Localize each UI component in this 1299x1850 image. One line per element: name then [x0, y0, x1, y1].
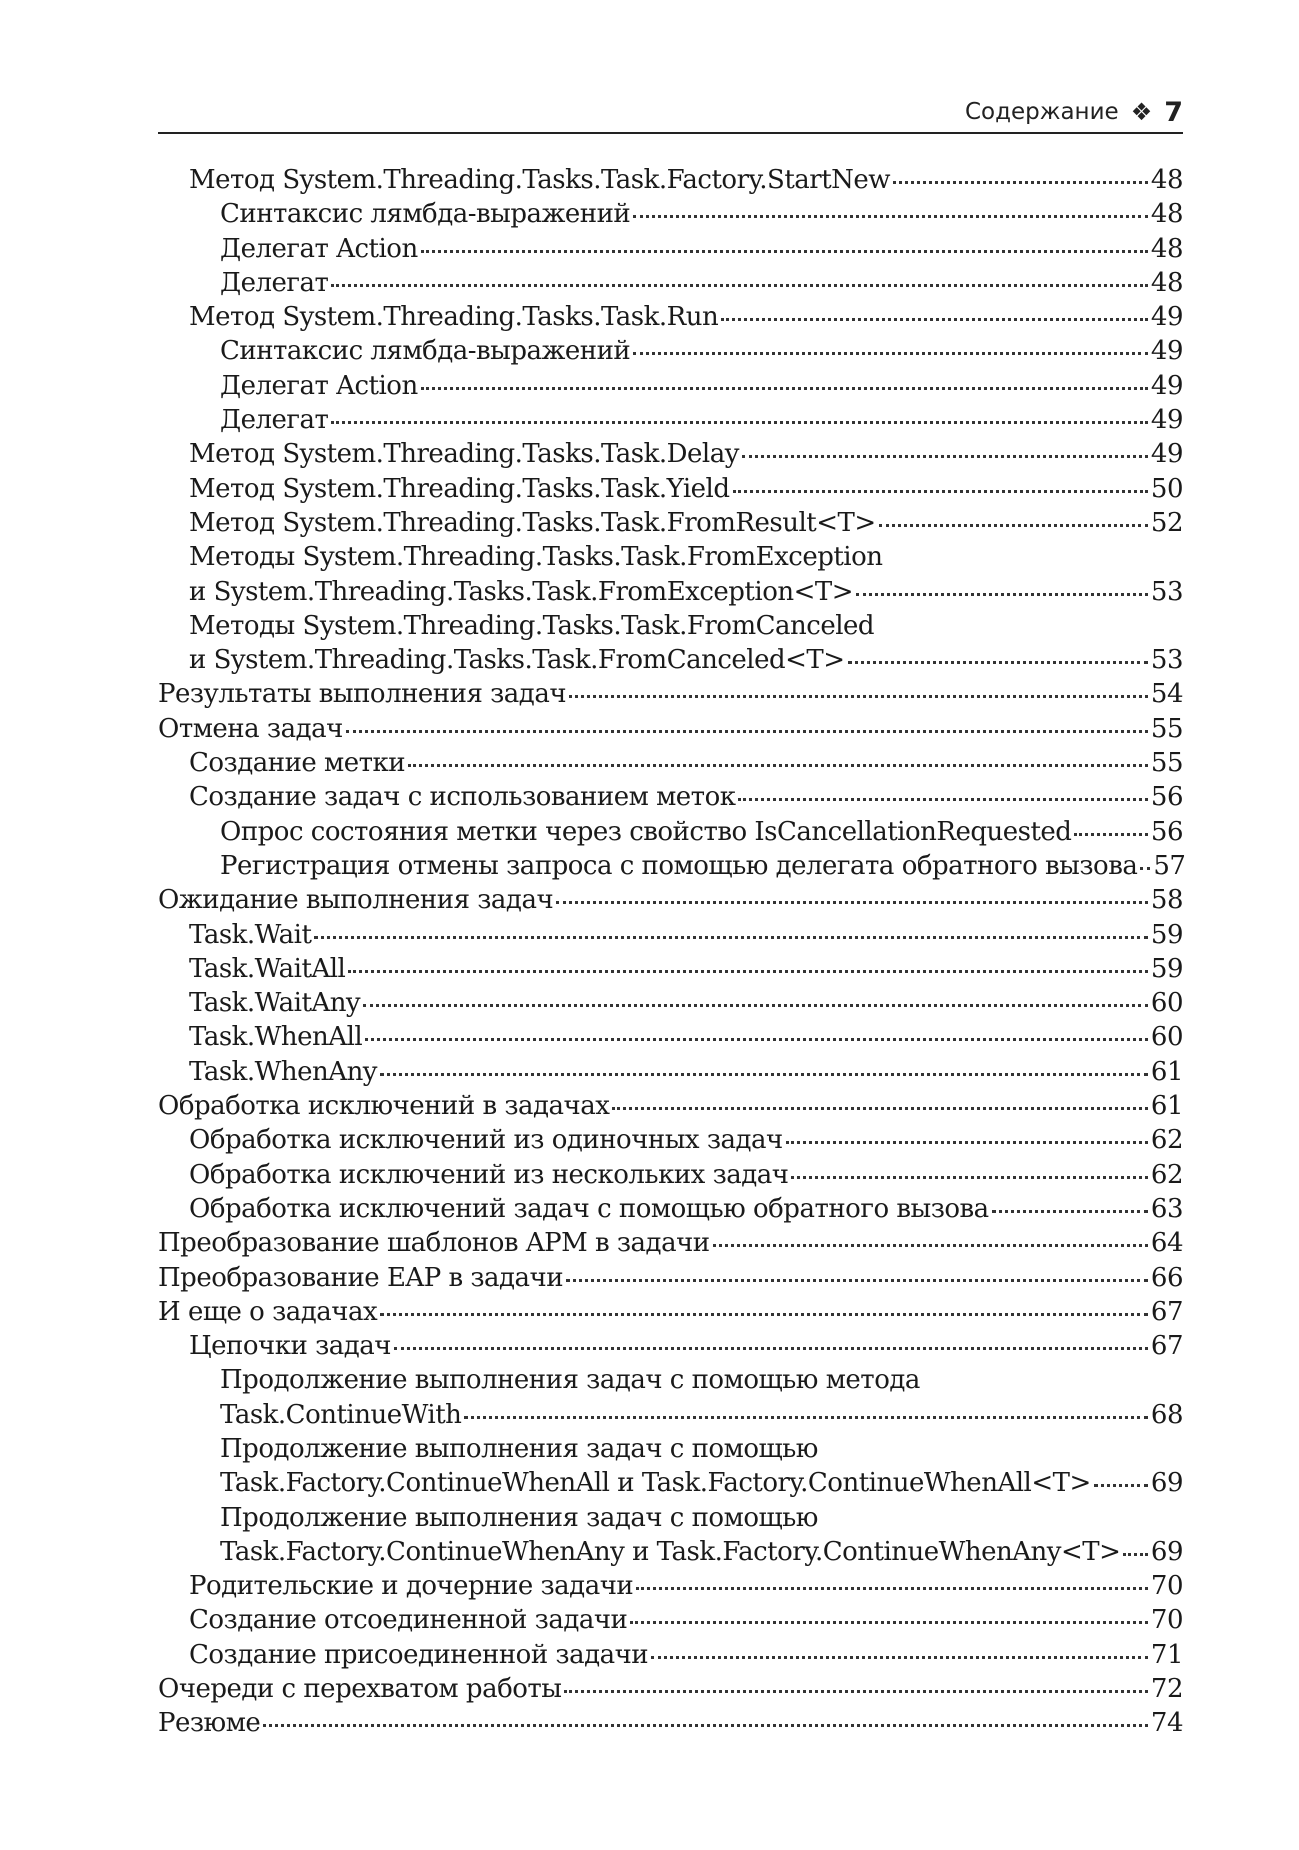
dot-leader	[733, 490, 1148, 493]
toc-entry[interactable]	[158, 1329, 1183, 1363]
toc-entry-page: 57	[1153, 850, 1186, 881]
dot-leader	[1074, 833, 1147, 836]
dot-leader	[464, 1416, 1148, 1419]
toc-entry[interactable]	[158, 643, 1183, 677]
toc-entry-title: И еще о задачах	[158, 1296, 378, 1327]
toc-entry-title: Родительские и дочерние задачи	[189, 1571, 634, 1602]
toc-entry[interactable]	[158, 437, 1183, 471]
toc-entry[interactable]	[158, 1535, 1183, 1569]
toc-entry[interactable]	[158, 883, 1183, 917]
toc-entry-page: 72	[1150, 1674, 1183, 1705]
toc-entry-page: 70	[1150, 1571, 1183, 1602]
toc-entry[interactable]	[158, 1123, 1183, 1157]
toc-entry[interactable]	[158, 1638, 1183, 1672]
dot-leader	[633, 215, 1148, 218]
toc-entry-page: 69	[1150, 1468, 1183, 1499]
toc-entry-page: 60	[1150, 1022, 1183, 1053]
toc-entry[interactable]	[158, 1706, 1183, 1740]
toc-entry-page: 67	[1150, 1331, 1183, 1362]
dot-leader	[848, 661, 1148, 664]
toc-entry-page: 74	[1150, 1708, 1183, 1739]
toc-entry-page: 54	[1150, 679, 1183, 710]
toc-entry[interactable]	[158, 1466, 1183, 1500]
dot-leader	[394, 1347, 1148, 1350]
toc-entry[interactable]	[158, 266, 1183, 300]
toc-entry-title: Task.Wait	[189, 919, 312, 950]
dot-leader	[636, 1587, 1148, 1590]
dot-leader	[721, 318, 1148, 321]
toc-entry-page: 48	[1150, 165, 1183, 195]
toc-entry-title: Создание отсоединенной задачи	[189, 1605, 628, 1636]
toc-entry[interactable]	[158, 1295, 1183, 1329]
toc-entry-page: 60	[1150, 988, 1183, 1019]
toc-entry-title: Task.Factory.ContinueWhenAny и Task.Factory.ContinueWhenAny<T>	[220, 1536, 1121, 1567]
toc-entry-title: Обработка исключений из нескольких задач	[189, 1159, 789, 1190]
toc-entry[interactable]	[158, 986, 1183, 1020]
toc-entry-page: 70	[1150, 1605, 1183, 1636]
toc-entry[interactable]	[158, 369, 1183, 403]
toc-entry-title: Создание присоединенной задачи	[189, 1639, 649, 1670]
toc-entry[interactable]	[158, 918, 1183, 952]
toc-entry[interactable]	[158, 1569, 1183, 1603]
toc-entry-page: 67	[1150, 1296, 1183, 1327]
toc-entry-title: Task.WaitAll	[189, 953, 346, 984]
toc-entry[interactable]	[158, 712, 1183, 746]
toc-entry-page: 56	[1150, 816, 1183, 847]
toc-entry-page: 61	[1150, 1056, 1183, 1087]
toc-entry-page: 68	[1150, 1399, 1183, 1430]
toc-entry[interactable]	[158, 575, 1183, 609]
dot-leader	[893, 181, 1148, 184]
dot-leader	[1094, 1484, 1148, 1487]
toc-entry-title: Создание задач с использованием меток	[189, 782, 736, 813]
toc-entry[interactable]	[158, 1226, 1183, 1260]
toc-entry-page: 71	[1150, 1639, 1183, 1670]
toc-entry-page: 53	[1150, 576, 1183, 607]
toc-entry-page: 59	[1150, 919, 1183, 950]
dot-leader	[346, 730, 1148, 733]
toc-entry-title: Регистрация отмены запроса с помощью делегата обратного вызова	[220, 850, 1138, 881]
toc-entry[interactable]	[158, 1432, 1183, 1466]
toc-entry[interactable]	[158, 780, 1183, 814]
toc-entry-title: Метод System.Threading.Tasks.Task.Delay	[189, 439, 739, 470]
toc-entry-page: 69	[1150, 1536, 1183, 1567]
toc-entry[interactable]	[158, 746, 1183, 780]
toc-entry[interactable]	[158, 472, 1183, 506]
toc-entry[interactable]	[158, 506, 1183, 540]
dot-leader	[380, 1073, 1148, 1076]
dot-leader	[421, 250, 1148, 253]
toc-entry[interactable]	[158, 1158, 1183, 1192]
toc-entry-page: 48	[1150, 267, 1183, 298]
toc-entry-title: Метод System.Threading.Tasks.Task.Factory.StartNew	[189, 165, 891, 195]
toc-entry[interactable]	[158, 1672, 1183, 1706]
toc-entry-title: Продолжение выполнения задач с помощью	[220, 1502, 818, 1533]
running-head-title: Содержание	[964, 99, 1119, 125]
toc-entry-page: 49	[1150, 336, 1183, 367]
toc-entry[interactable]	[158, 1501, 1183, 1535]
dot-leader	[365, 1038, 1148, 1041]
toc-entry-title: Резюме	[158, 1708, 261, 1739]
toc-entry[interactable]	[158, 163, 1183, 197]
toc-entry-title: Task.WhenAll	[189, 1022, 363, 1053]
toc-entry-title: Синтаксис лямбда-выражений	[220, 199, 631, 230]
dot-leader	[331, 421, 1147, 424]
page-header	[158, 92, 1183, 134]
toc-entry-page: 49	[1150, 370, 1183, 401]
dot-leader	[331, 284, 1147, 287]
toc-entry-page: 66	[1150, 1262, 1183, 1293]
dot-leader	[1140, 867, 1150, 870]
dot-leader	[314, 936, 1147, 939]
dot-leader	[630, 1621, 1148, 1624]
toc-entry-title: Task.ContinueWith	[220, 1399, 462, 1430]
toc-entry-page: 52	[1150, 507, 1183, 538]
toc-entry[interactable]	[158, 334, 1183, 368]
dot-leader	[380, 1313, 1148, 1316]
toc-entry-title: Создание метки	[189, 748, 406, 779]
toc-entry-title: Ожидание выполнения задач	[158, 885, 554, 916]
dot-leader	[556, 901, 1148, 904]
ornament-icon: ❖	[1130, 98, 1153, 126]
dot-leader	[348, 970, 1148, 973]
toc-entry-title: Делегат	[220, 267, 329, 298]
toc-entry-title: Отмена задач	[158, 713, 343, 744]
dot-leader	[633, 352, 1148, 355]
toc-entry[interactable]	[158, 1398, 1183, 1432]
dot-leader	[742, 455, 1148, 458]
toc-entry-title: Делегат Action	[220, 370, 418, 401]
toc-entry-title: и System.Threading.Tasks.Task.FromCanceled<T>	[189, 645, 845, 676]
toc-entry[interactable]	[158, 849, 1186, 883]
toc-entry-title: Обработка исключений из одиночных задач	[189, 1125, 783, 1156]
dot-leader	[1123, 1553, 1148, 1556]
toc-entry-title: Task.WhenAny	[189, 1056, 377, 1087]
toc-entry[interactable]	[158, 1055, 1183, 1089]
dot-leader	[263, 1724, 1148, 1727]
dot-leader	[408, 764, 1148, 767]
page-number: 7	[1164, 96, 1183, 128]
toc-entry-title: Метод System.Threading.Tasks.Task.Yield	[189, 473, 730, 504]
toc-entry[interactable]	[158, 1020, 1183, 1054]
table-of-contents	[158, 163, 1186, 1741]
dot-leader	[856, 593, 1148, 596]
dot-leader	[612, 1107, 1148, 1110]
toc-entry-page: 55	[1150, 713, 1183, 744]
toc-entry-page: 61	[1150, 1091, 1183, 1122]
dot-leader	[564, 1690, 1147, 1693]
toc-entry[interactable]	[158, 403, 1183, 437]
toc-entry-page: 59	[1150, 953, 1183, 984]
toc-entry-title: Цепочки задач	[189, 1331, 391, 1362]
dot-leader	[421, 387, 1148, 390]
toc-entry-title: Методы System.Threading.Tasks.Task.FromCanceled	[189, 610, 875, 641]
toc-entry-page: 55	[1150, 748, 1183, 779]
toc-entry[interactable]	[158, 1603, 1183, 1637]
dot-leader	[879, 524, 1148, 527]
dot-leader	[566, 1279, 1148, 1282]
toc-entry[interactable]	[158, 300, 1183, 334]
toc-entry-page: 48	[1150, 233, 1183, 264]
toc-entry-page: 56	[1150, 782, 1183, 813]
toc-entry-title: Продолжение выполнения задач с помощью метода	[220, 1365, 920, 1396]
dot-leader	[786, 1141, 1148, 1144]
toc-entry[interactable]	[158, 677, 1183, 711]
toc-entry-page: 62	[1150, 1125, 1183, 1156]
toc-entry-title: Синтаксис лямбда-выражений	[220, 336, 631, 367]
toc-entry-page: 62	[1150, 1159, 1183, 1190]
toc-entry[interactable]	[158, 197, 1183, 231]
dot-leader	[713, 1244, 1148, 1247]
toc-entry-title: Делегат Action	[220, 233, 418, 264]
toc-entry[interactable]	[158, 1261, 1183, 1295]
toc-entry-title: и System.Threading.Tasks.Task.FromException<T>	[189, 576, 854, 607]
toc-entry-title: Преобразование EAP в задачи	[158, 1262, 564, 1293]
toc-entry-title: Методы System.Threading.Tasks.Task.FromException	[189, 542, 883, 573]
toc-entry-title: Результаты выполнения задач	[158, 679, 567, 710]
toc-entry-page: 64	[1150, 1228, 1183, 1259]
dot-leader	[569, 695, 1148, 698]
toc-entry-title: Task.WaitAny	[189, 988, 361, 1019]
dot-leader	[651, 1656, 1148, 1659]
toc-entry-page: 50	[1150, 473, 1183, 504]
toc-entry-page: 49	[1150, 302, 1183, 333]
dot-leader	[363, 1004, 1148, 1007]
toc-entry-page: 49	[1150, 439, 1183, 470]
toc-entry[interactable]	[158, 1363, 1183, 1397]
dot-leader	[738, 798, 1147, 801]
toc-entry-title: Очереди с перехватом работы	[158, 1674, 562, 1705]
toc-entry-title: Метод System.Threading.Tasks.Task.FromResult<T>	[189, 507, 876, 538]
toc-entry-page: 53	[1150, 645, 1183, 676]
toc-entry-title: Task.Factory.ContinueWhenAll и Task.Factory.ContinueWhenAll<T>	[220, 1468, 1091, 1499]
toc-entry-title: Обработка исключений в задачах	[158, 1091, 610, 1122]
toc-entry[interactable]	[158, 952, 1183, 986]
toc-entry[interactable]	[158, 1089, 1183, 1123]
toc-entry[interactable]	[158, 1192, 1183, 1226]
toc-entry[interactable]	[158, 540, 1183, 574]
toc-entry-title: Преобразование шаблонов APM в задачи	[158, 1228, 710, 1259]
toc-entry-page: 58	[1150, 885, 1183, 916]
toc-entry-title: Продолжение выполнения задач с помощью	[220, 1433, 818, 1464]
toc-entry-title: Метод System.Threading.Tasks.Task.Run	[189, 302, 719, 333]
toc-entry-title: Опрос состояния метки через свойство IsCancellationRequested	[220, 816, 1072, 847]
dot-leader	[791, 1176, 1147, 1179]
dot-leader	[992, 1210, 1148, 1213]
toc-entry-page: 63	[1150, 1193, 1183, 1224]
toc-entry-title: Делегат	[220, 405, 329, 436]
toc-entry-title: Обработка исключений задач с помощью обратного вызова	[189, 1193, 989, 1224]
toc-entry[interactable]	[158, 232, 1183, 266]
toc-entry-page: 49	[1150, 405, 1183, 436]
toc-entry[interactable]	[158, 609, 1183, 643]
toc-entry-page: 48	[1150, 199, 1183, 230]
toc-entry[interactable]	[158, 815, 1183, 849]
